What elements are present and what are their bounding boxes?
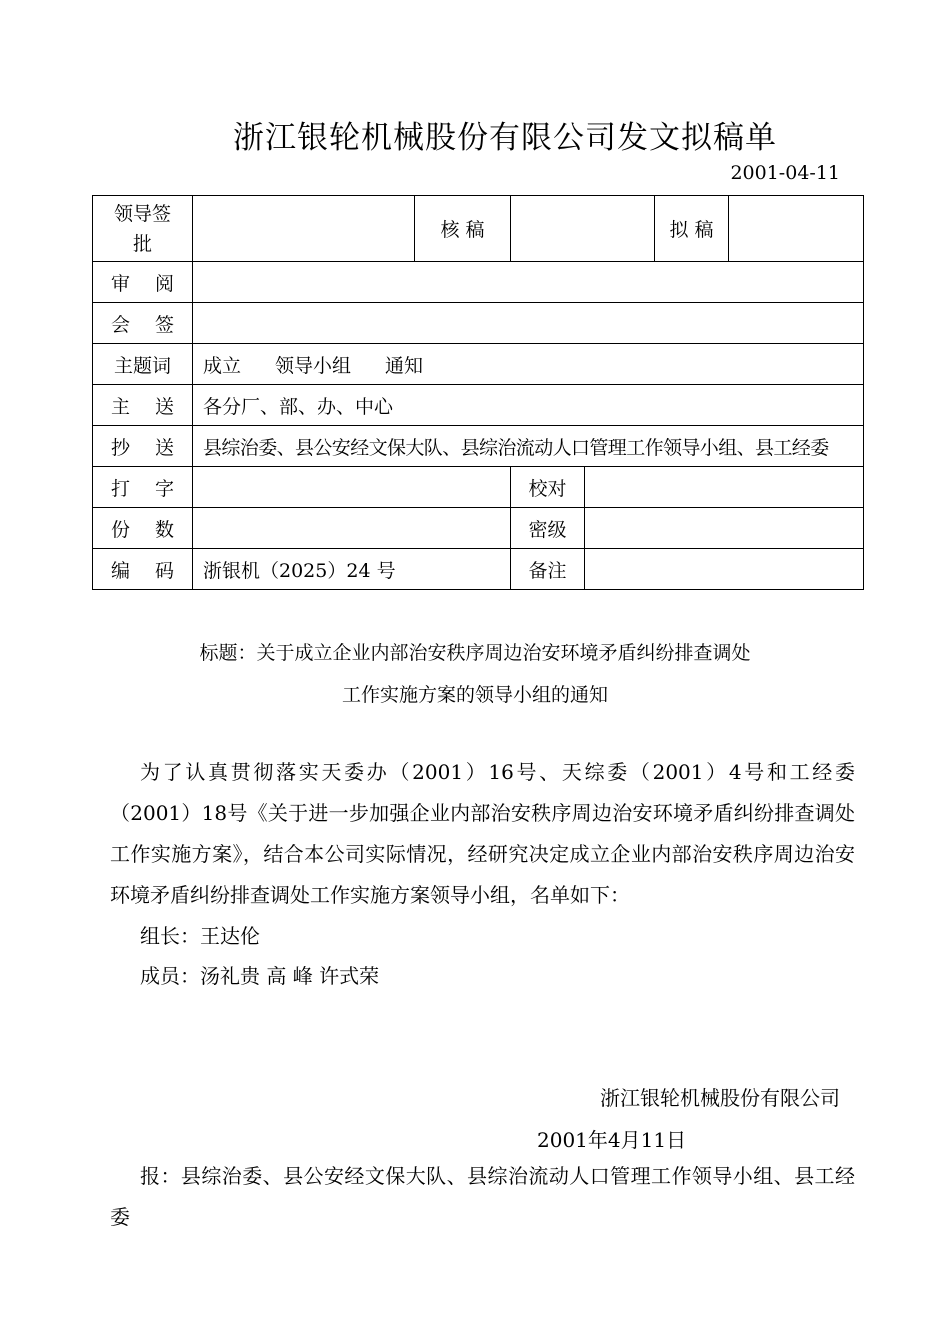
huiqian-label: 会 签 [93, 303, 193, 344]
draft-form-table [92, 195, 864, 590]
keywords-field[interactable] [193, 344, 864, 385]
review-draft-field[interactable] [511, 196, 655, 262]
draft-field[interactable] [729, 196, 864, 262]
secret-level-field[interactable] [585, 508, 864, 549]
document-title: 浙江银轮机械股份有限公司发文拟稿单 [233, 120, 777, 156]
code-field[interactable]: 浙银机（2025）24 号 [193, 549, 511, 590]
code-label: 编 码 [93, 549, 193, 590]
secret-level-label: 密级 [511, 508, 585, 549]
typing-field[interactable] [193, 467, 511, 508]
copies-label: 份 数 [93, 508, 193, 549]
keyword: 成立 [203, 354, 242, 377]
shenyue-label: 审 阅 [93, 262, 193, 303]
review-draft-label: 核 稿 [415, 196, 511, 262]
copies-field[interactable] [193, 508, 511, 549]
draft-label: 拟 稿 [655, 196, 729, 262]
keyword: 领导小组 [275, 354, 352, 377]
main-send-label: 主 送 [93, 385, 193, 426]
group-members: 成员：汤礼贵 高 峰 许式荣 [140, 964, 380, 988]
subject-line-1: 标题：关于成立企业内部治安秩序周边治安环境矛盾纠纷排查调处 [199, 642, 751, 664]
subject-line-2: 工作实施方案的领导小组的通知 [341, 684, 608, 706]
keyword: 通知 [385, 354, 424, 377]
keywords-label: 主题词 [93, 344, 193, 385]
copy-send-label: 抄 送 [93, 426, 193, 467]
leader-approval-label: 领导签批 [93, 196, 193, 262]
report-recipients: 报：县综治委、县公安经文保大队、县综治流动人口管理工作领导小组、县工经委 [110, 1164, 855, 1229]
body-paragraph: 为了认真贯彻落实天委办（2001）16号、天综委（2001）4号和工经委（2001）18号《关于进一步加强企业内部治安秩序周边治安环境矛盾纠纷排查调处工作实施方案》，结合本公司实际情况，经研究决定成立企业内部治安秩序周边治安环境矛盾纠纷排查调处工作实施方案领导小组，名单如下： [110, 760, 855, 907]
huiqian-field[interactable] [193, 303, 864, 344]
shenyue-field[interactable] [193, 262, 864, 303]
remarks-label: 备注 [511, 549, 585, 590]
remarks-field[interactable] [585, 549, 864, 590]
group-leader: 组长：王达伦 [140, 924, 260, 948]
leader-approval-field[interactable] [193, 196, 415, 262]
typing-label: 打 字 [93, 467, 193, 508]
copy-send-field[interactable]: 县综治委、县公安经文保大队、县综治流动人口管理工作领导小组、县工经委 [193, 426, 864, 467]
main-send-field[interactable]: 各分厂、部、办、中心 [193, 385, 864, 426]
signature-company: 浙江银轮机械股份有限公司 [600, 1086, 840, 1110]
proofread-label: 校对 [511, 467, 585, 508]
signature-date: 2001年4月11日 [537, 1128, 687, 1152]
document-date: 2001-04-11 [730, 162, 840, 184]
proofread-field[interactable] [585, 467, 864, 508]
